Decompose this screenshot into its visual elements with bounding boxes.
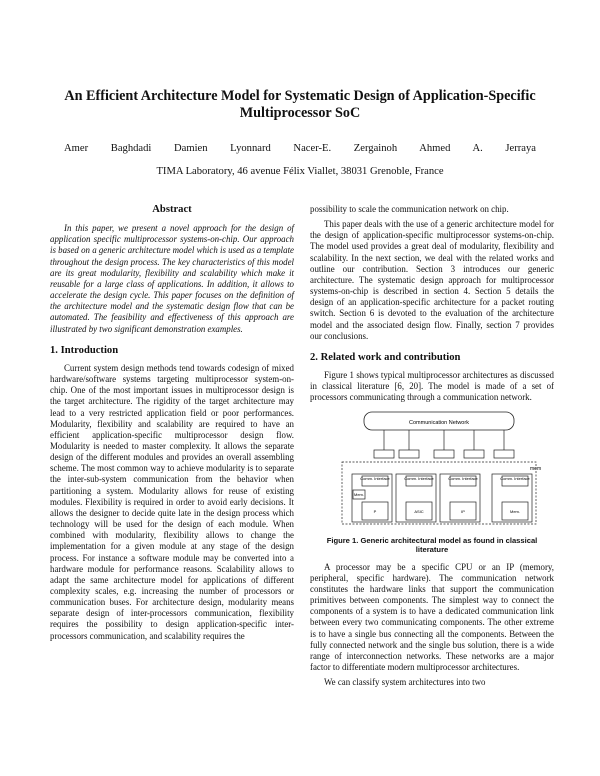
module-1-extra: Mem. xyxy=(354,491,364,497)
intro-paragraph-2: This paper deals with the use of a generic architecture model for the design of application-specific multiprocessor systems-on-chip. The model used provides a great deal of modularity, flexibility and scalability. In the next section, we deal with the related works and outline our contribution. Section 3 introduces our generic architecture. The systematic design approach for multiprocessor systems-on-chip is described in section 4. Section 5 details the design of an application-specific architecture for a packet routing switch. Section 6 is devoted to the evaluation of the architecture model and the associated design flow. Finally, section 7 provides our conclusions. xyxy=(310,219,554,341)
figure-1 xyxy=(334,410,544,528)
figure-caption: Figure 1. Generic architectural model as found in classical literature xyxy=(326,535,538,554)
section-2-paragraph-1: Figure 1 shows typical multiprocessor architectures as discussed in classical literature [6, 20]. The model is made of a set of processors communicating through a communication network. xyxy=(310,370,554,403)
affiliation: TIMA Laboratory, 46 avenue Félix Viallet, 38031 Grenoble, France xyxy=(156,166,444,177)
module-3-core: IP xyxy=(461,508,465,514)
abstract xyxy=(50,223,294,335)
abstract-heading: Abstract xyxy=(152,204,192,215)
module-4-iface: Comm. Interface xyxy=(500,475,530,481)
section-1-heading: 1. Introduction xyxy=(50,344,119,356)
module-1-iface: Comm. Interface xyxy=(360,475,390,481)
left-column xyxy=(50,204,294,642)
section-2-heading: 2. Related work and contribution xyxy=(310,351,461,363)
paper-title: An Efficient Architecture Model for Systematic Design of Application-Specific Multiprocessor SoC xyxy=(64,88,536,121)
section-1-text: Current system design methods tend towards codesign of mixed hardware/software systems targeting multiprocessor system-on-chip. One of the most important issues in multiprocessor design is the target architecture. The rigidity of the target architecture may lead to a very restricted application field or poor performances. Modularity, flexibility and scalability are required to have an efficient application-specific multiprocessor design flow. Modularity is needed to master complexity. It allows the separate design of the different modules and provides an overall assembling scheme. The most common way to achieve modularity is to separate the inter-sub-system communication from the behavior when partitioning a system. Modularity allows for reuse of existing modules. Flexibility is required in order to avoid early decisions. It allows the designer to decide quite late in the design process which technology will be used for the design of each module. When combined with modularity, flexibility allows to change the implementation for a given module at any stage of the design process. For instance a software module may be converted into a hardware module for performance reasons. Scalability allows to adapt the same architecture model for applications of different complexity scales, e.g. increasing the number of processors or communication buses. For architecture design, modularity means separate design of inter-processors communication, flexibility requires the possibility to design application-specific inter-processors communication, and scalability requires the xyxy=(50,362,294,641)
section-2-paragraph-2: A processor may be a specific CPU or an IP (memory, peripheral, specific hardware). The communication network constitutes the hardware links that support the communication primitives between components. The simplest way to connect the components of a system is to have a dedicated communication link between every two communicating components. The other extreme is to have a single bus connecting all the components. Between the fully connected network and the single bus solution, there is a wide range of interconnection networks. These networks are a major factor to differentiate modern multiprocessor architectures. xyxy=(310,561,554,673)
continued-text: possibility to scale the communication network on chip. xyxy=(310,204,509,214)
module-4-core: Mem. xyxy=(510,508,520,514)
module-3-iface: Comm. Interface xyxy=(448,475,478,481)
mem-label: mem xyxy=(530,465,542,472)
authors: Amer Baghdadi Damien Lyonnard Nacer-E. Zergainoh Ahmed A. Jerraya xyxy=(63,143,536,154)
section-2-paragraph-3: We can classify system architectures into two xyxy=(324,677,486,688)
network-label: Communication Network xyxy=(409,419,469,426)
right-column xyxy=(310,204,554,688)
abstract-text: In this paper, we present a novel approach for the design of application specific multiprocessor systems-on-chip. Our approach is based on a generic architecture model which is used as a template throughout the design process. The key characteristics of this model are its great modularity, flexibility and scalability which make it reusable for a large class of applications. In addition, it allows to accelerate the design cycle. This paper focuses on the definition of the architecture model and the systematic design flow that can be automated. The feasibility and effectiveness of this approach are illustrated by two significant demonstration examples. xyxy=(50,223,294,334)
module-1-core: P xyxy=(373,508,377,514)
module-2-core: ASIC xyxy=(414,508,424,514)
module-2-iface: Comm. Interface xyxy=(404,475,434,481)
